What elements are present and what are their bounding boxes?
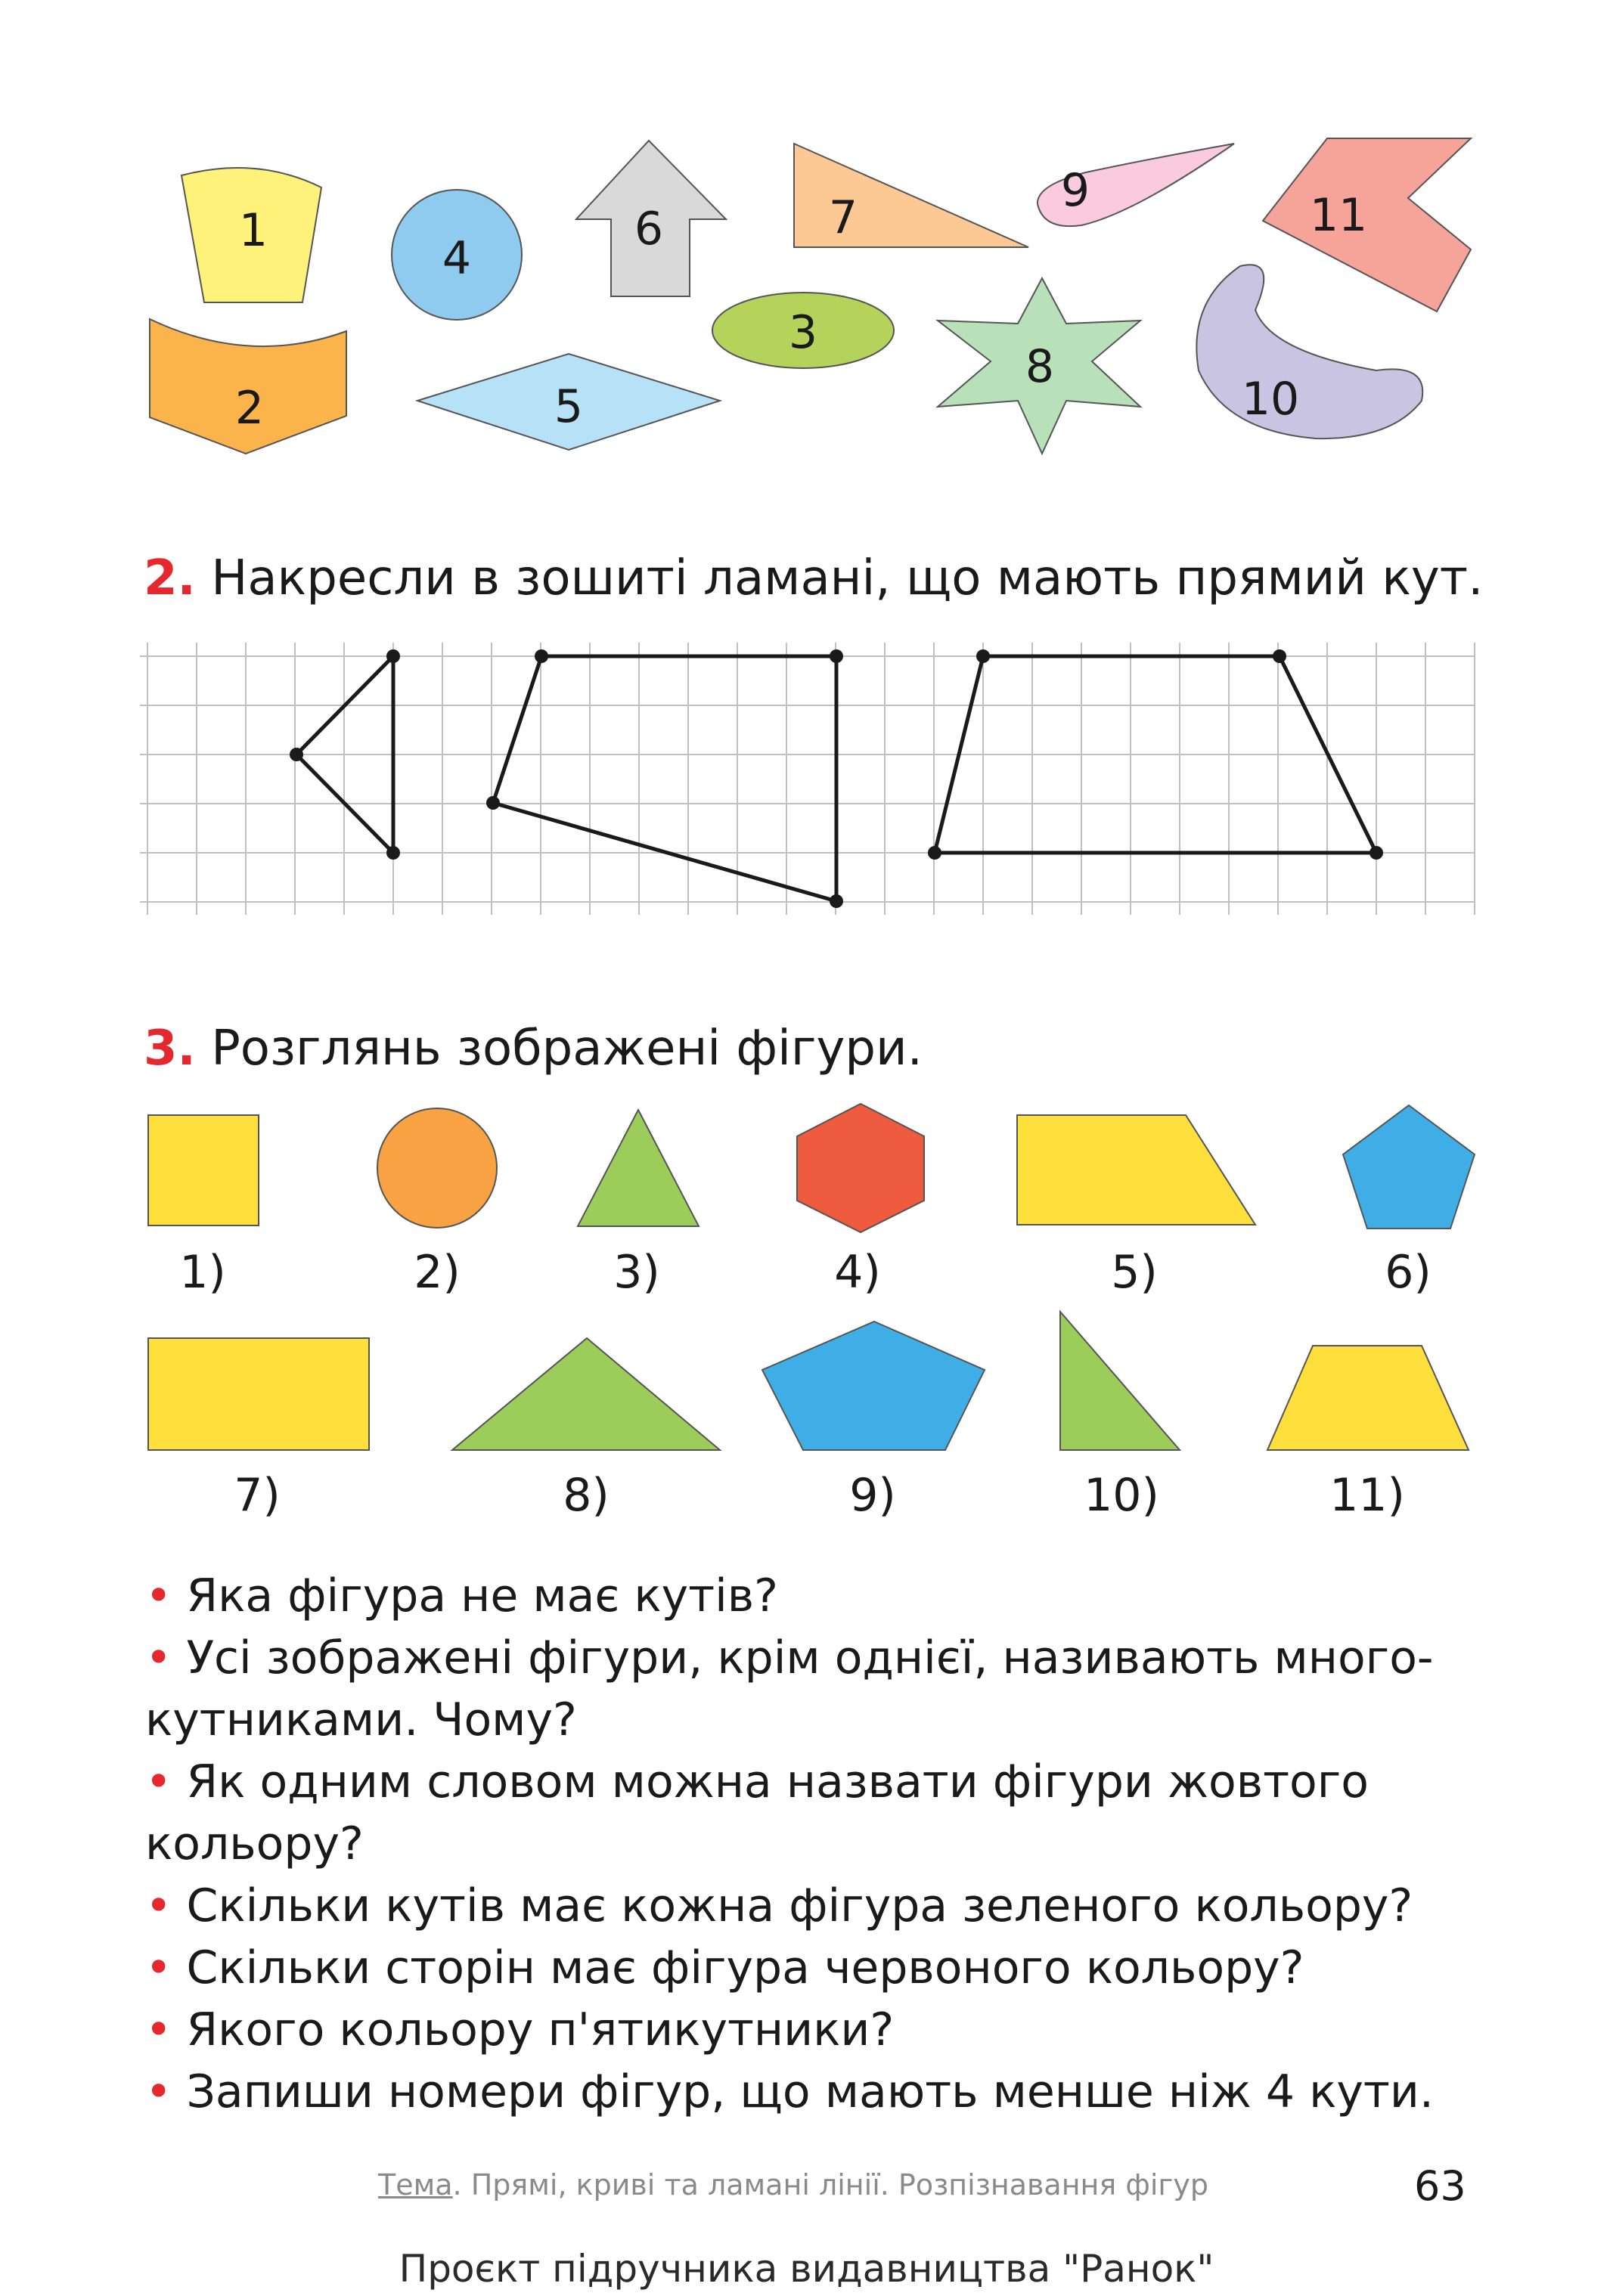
figure-4-hexagon xyxy=(797,1104,924,1232)
task2-text: Накресли в зошиті ламані, що мають прямий кут. xyxy=(211,550,1484,606)
figure-9-label: 9) xyxy=(849,1469,896,1522)
shape-8-label: 8 xyxy=(1025,340,1055,393)
square-grid xyxy=(140,643,1475,915)
question-item xyxy=(145,1999,1476,2061)
figure-8-label: 8) xyxy=(563,1469,610,1522)
figure-11-label: 11) xyxy=(1329,1469,1405,1522)
shape-9-label: 9 xyxy=(1060,164,1090,217)
question-item xyxy=(145,1751,1476,1875)
shape-7-label: 7 xyxy=(828,191,858,244)
figure-7-label: 7) xyxy=(234,1469,281,1522)
question-item xyxy=(145,1875,1476,1937)
shape-10-label: 10 xyxy=(1241,373,1300,426)
figure-5-right-trapezoid xyxy=(1017,1115,1255,1225)
figure-1-label: 1) xyxy=(179,1246,226,1299)
bullet-icon: • xyxy=(145,2065,172,2118)
figure-5-label: 5) xyxy=(1111,1246,1158,1299)
task3-shapes-group xyxy=(148,1104,1475,1450)
figure-6-pentagon xyxy=(1343,1105,1475,1229)
shape-1-label: 1 xyxy=(238,204,268,257)
polyline-quadrilateral xyxy=(493,656,836,901)
figure-4-label: 4) xyxy=(834,1246,881,1299)
page-number: 63 xyxy=(1414,2162,1466,2210)
question-text: Запиши номери фігур, що мають менше ніж 4 кути. xyxy=(186,2065,1434,2118)
bullet-icon: • xyxy=(145,1941,172,1994)
topic-word: Тема xyxy=(378,2168,453,2201)
question-text: Скільки сторін має фігура червоного кольору? xyxy=(186,1941,1304,1994)
figure-2-circle xyxy=(377,1108,497,1228)
figure-2-label: 2) xyxy=(414,1246,461,1299)
question-text: Як одним словом можна назвати фігури жовтого кольору? xyxy=(145,1755,1369,1870)
bullet-icon: • xyxy=(145,1879,172,1932)
bullet-icon: • xyxy=(145,2003,172,2056)
question-item xyxy=(145,1565,1476,1627)
top-shapes-group xyxy=(150,138,1471,454)
question-item xyxy=(145,2061,1476,2123)
question-text: Якого кольору п'ятикутники? xyxy=(186,2003,895,2056)
question-text: Скільки кутів має кожна фігура зеленого кольору? xyxy=(186,1879,1413,1932)
bullet-icon: • xyxy=(145,1755,172,1808)
shape-10-kidney xyxy=(1196,265,1422,438)
figure-10-right-triangle xyxy=(1060,1312,1180,1450)
polylines-group xyxy=(296,656,1376,901)
task3-heading xyxy=(144,1021,923,1077)
shape-5-label: 5 xyxy=(554,380,584,433)
figure-8-triangle xyxy=(452,1338,720,1450)
shape-3-label: 3 xyxy=(788,306,818,359)
question-text: Усі зображені фігури, крім однієї, називають многокутниками. Чому? xyxy=(145,1631,1434,1746)
bullet-icon: • xyxy=(145,1631,172,1684)
shape-11-label: 11 xyxy=(1309,189,1368,242)
figure-3-triangle xyxy=(578,1110,699,1226)
footer-topic xyxy=(378,2168,1208,2201)
figure-6-label: 6) xyxy=(1385,1246,1432,1299)
topic-text: . Прямі, криві та ламані лінії. Розпізнавання фігур xyxy=(452,2168,1208,2201)
task3-text: Розглянь зображені фігури. xyxy=(211,1021,923,1077)
figure-3-label: 3) xyxy=(613,1246,660,1299)
question-text: Яка фігура не має кутів? xyxy=(186,1569,778,1622)
shape-2-label: 2 xyxy=(234,382,265,435)
task3-number: 3. xyxy=(144,1021,196,1077)
questions-list xyxy=(145,1565,1476,2123)
question-item xyxy=(145,1937,1476,1999)
question-item xyxy=(145,1627,1476,1751)
task2-heading xyxy=(144,550,1483,606)
bullet-icon: • xyxy=(145,1569,172,1622)
figure-9-pentagon xyxy=(762,1322,985,1450)
shape-6-label: 6 xyxy=(634,203,664,256)
shape-4-label: 4 xyxy=(442,232,472,285)
publisher-line: Проєкт підручника видавництва "Ранок" xyxy=(399,2247,1214,2291)
figure-1-square xyxy=(148,1115,259,1225)
figure-11-trapezoid xyxy=(1267,1346,1469,1450)
figure-7-rectangle xyxy=(148,1338,369,1450)
figure-10-label: 10) xyxy=(1084,1469,1159,1522)
task2-number: 2. xyxy=(144,550,196,606)
